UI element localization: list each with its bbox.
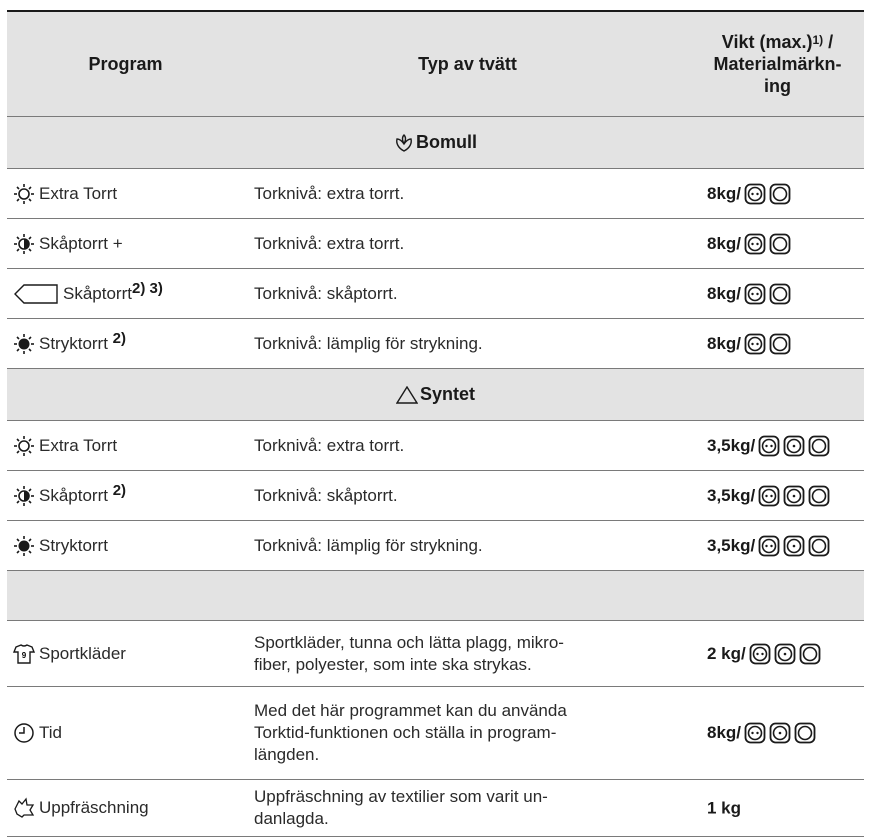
weight-value: 8kg/ [707,333,742,353]
weight-value: 8kg/ [707,723,742,742]
tumble-dry-symbol-icon [769,233,791,255]
header-weight-line1: Vikt (max.) [721,32,813,52]
group-label-synthetic: Syntet [419,384,475,404]
type-cell [244,687,691,780]
tumble-dry-symbol-icon [769,183,791,205]
weight-value: 3,5kg/ [707,535,756,555]
weight-value: 8kg/ [707,283,742,303]
type-cell: Torknivå: lämplig för strykning. [244,319,691,369]
weight-value: 3,5kg/ [707,485,756,505]
type-line: Med det här programmet kan du använda [254,701,567,720]
table-row [7,169,864,219]
program-label: Skåptorrt [39,485,113,505]
program-label: Extra Torrt [39,435,118,455]
program-label: Skåptorrt [63,283,132,303]
sport-shirt-icon [13,643,35,665]
table-row [7,780,864,837]
type-line: Sportkläder, tunna och lätta plagg, mikro- [254,632,564,652]
tumble-dry-low-icon [774,643,796,665]
table-row [7,621,864,687]
program-footnote: 2) [112,481,127,499]
tumble-dry-low-icon [783,435,805,457]
weight-value: 3,5kg/ [707,435,756,455]
program-label: Stryktorrt [39,333,113,353]
sun-half-icon [13,485,35,507]
tumble-dry-normal-icon [744,283,766,305]
table-row [7,421,864,471]
program-label: Uppfräschning [39,798,149,817]
header-weight-slash: / [823,32,834,52]
table-row [7,219,864,269]
type-line: Uppfräschning av textilier som varit un- [254,787,548,806]
tumble-dry-normal-icon [758,535,780,557]
type-line: fiber, polyester, som inte ska strykas. [254,654,532,674]
sun-half-icon [13,233,35,255]
program-label: Stryktorrt [39,535,108,555]
group-label-cotton: Bomull [416,131,477,152]
tumble-dry-normal-icon [744,183,766,205]
type-cell [244,621,691,687]
type-cell: Torknivå: extra torrt. [244,169,691,219]
tumble-dry-normal-icon [749,643,771,665]
tumble-dry-symbol-icon [808,435,830,457]
type-cell: Torknivå: lämplig för strykning. [244,521,691,571]
refresh-hand-icon [13,797,35,819]
tumble-dry-symbol-icon [794,722,816,744]
type-cell: Torknivå: extra torrt. [244,421,691,471]
tumble-dry-symbol-icon [808,535,830,557]
weight-value: 1 kg [707,798,742,818]
type-cell: Torknivå: skåptorrt. [244,471,691,521]
type-cell: Torknivå: extra torrt. [244,219,691,269]
table-row [7,269,864,319]
program-label: Tid [39,723,62,742]
program-label: Extra Torrt [39,183,118,203]
tumble-dry-normal-icon [744,333,766,355]
sun-filled-icon [13,535,35,557]
svg-text:9: 9 [21,650,27,660]
table-row [7,521,864,571]
tumble-dry-symbol-icon [808,485,830,507]
tumble-dry-symbol-icon [769,283,791,305]
header-weight-line3: ing [764,76,791,96]
header-weight-line2: Materialmärkn- [713,54,842,74]
cupboard-outline-icon [13,283,59,305]
sun-outline-icon [13,435,35,457]
sun-outline-icon [13,183,35,205]
sun-filled-icon [13,333,35,355]
tumble-dry-symbol-icon [769,333,791,355]
weight-value: 2 kg/ [707,643,746,663]
type-line: Torktid-funktionen och ställa in program- [254,723,557,742]
header-type: Typ av tvätt [244,11,691,117]
tumble-dry-normal-icon [744,722,766,744]
table-row [7,687,864,780]
group-row-cotton [7,117,864,169]
tumble-dry-normal-icon [744,233,766,255]
tumble-dry-low-icon [783,485,805,507]
type-cell: Torknivå: skåptorrt. [244,269,691,319]
table-row [7,319,864,369]
group-row-other [7,571,864,621]
cotton-flower-icon [394,133,414,153]
program-label: Sportkläder [39,643,126,663]
header-weight-footnote: 1) [812,33,824,47]
tumble-dry-normal-icon [758,435,780,457]
table-row [7,471,864,521]
tumble-dry-low-icon [783,535,805,557]
header-program: Program [7,11,244,117]
weight-value: 8kg/ [707,183,742,203]
type-cell [244,780,691,837]
program-footnote: 2) 3) [131,279,163,297]
clock-icon [13,722,35,744]
synthetic-triangle-icon [396,386,418,404]
program-table [7,10,864,837]
weight-value: 8kg/ [707,233,742,253]
tumble-dry-symbol-icon [799,643,821,665]
program-footnote: 2) [112,329,127,347]
tumble-dry-normal-icon [758,485,780,507]
group-row-synthetic [7,369,864,421]
tumble-dry-low-icon [769,722,791,744]
table-header [7,11,864,117]
type-line: danlagda. [254,809,329,828]
header-weight [691,11,864,117]
program-label: Skåptorrt + [39,233,123,253]
type-line: längden. [254,745,320,764]
